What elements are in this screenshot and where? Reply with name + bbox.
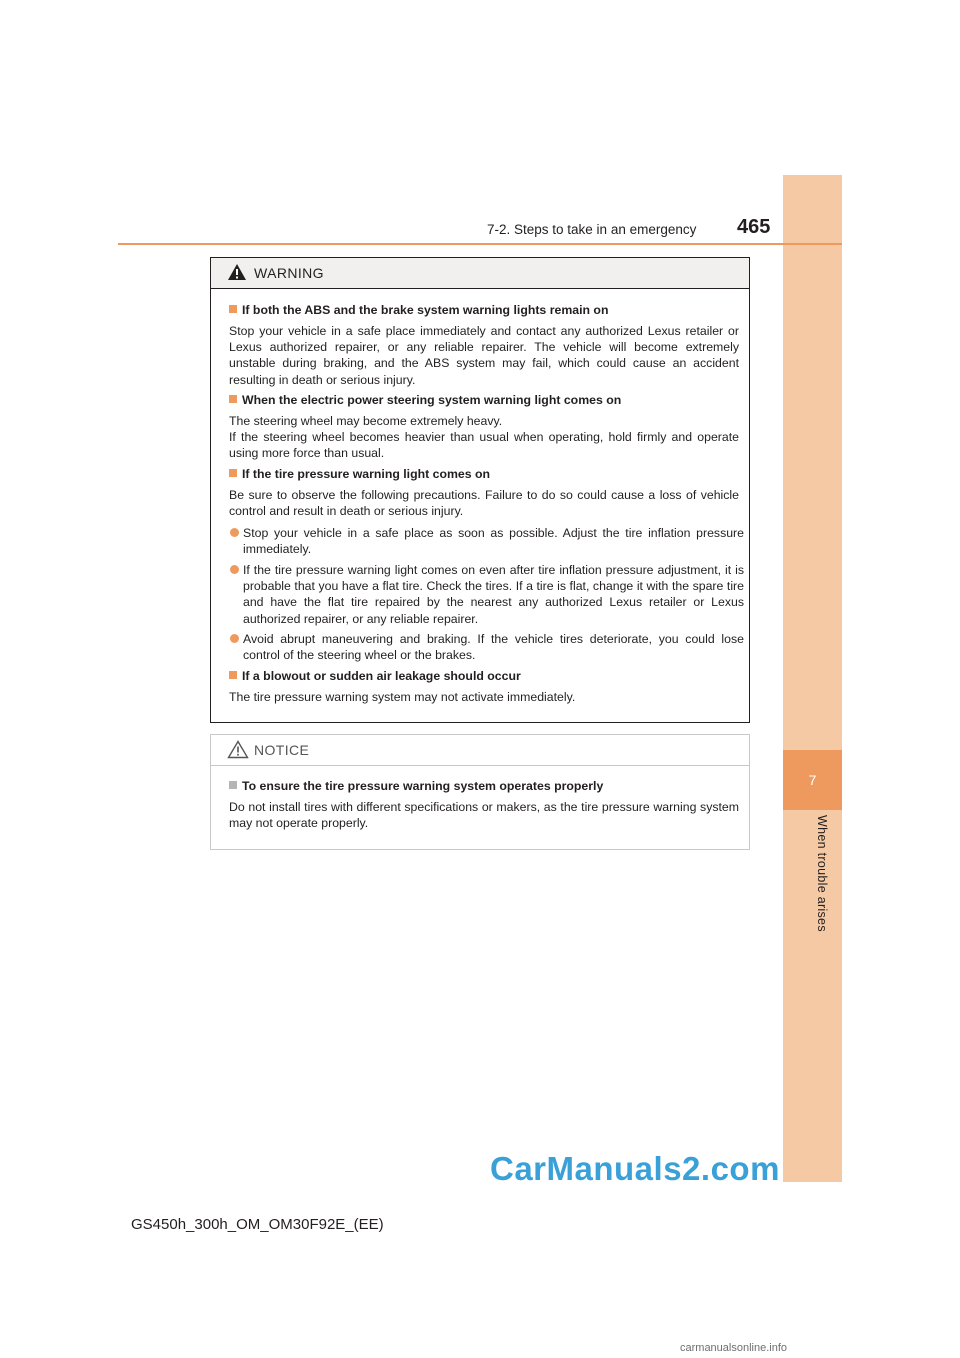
notice-title: NOTICE [254,742,310,758]
notice-heading: To ensure the tire pressure warning system operates properly [229,779,603,793]
notice-header [211,735,749,766]
footer-code: GS450h_300h_OM_OM30F92E_(EE) [131,1216,384,1233]
warning-text-abs: Stop your vehicle in a safe place immediately and contact any authorized Lexus retailer or Lexus authorized repairer, or any reliable repairer. The vehicle will become extremely unstable during braking, and the ABS system may fail, which could cause an accident resulting in death or serious injury. [229,324,739,387]
notice-text: Do not install tires with different specifications or makers, as the tire pressure warning system may not operate properly. [229,800,739,831]
warning-header [211,258,749,289]
warning-heading-tire: If the tire pressure warning light comes on [229,467,490,481]
header-rule [118,243,842,245]
warning-triangle-icon [227,263,247,281]
caution-triangle-icon [227,740,249,759]
notice-box [210,734,750,850]
warning-heading-abs: If both the ABS and the brake system warning lights remain on [229,303,608,317]
warning-text-blowout: The tire pressure warning system may not activate immediately. [229,690,576,704]
square-bullet-icon [229,305,237,313]
warning-text-tire: Be sure to observe the following precautions. Failure to do so could cause a loss of vehicle control and result in death or serious injury. [229,488,739,519]
warning-heading-eps: When the electric power steering system warning light comes on [229,393,621,407]
chapter-number: 7 [783,750,842,810]
square-bullet-icon [229,671,237,679]
page-number: 465 [737,216,771,238]
bullet-icon [230,634,239,643]
square-bullet-icon [229,395,237,403]
side-tab [783,175,842,1182]
section-title: 7-2. Steps to take in an emergency [487,222,697,237]
bullet-icon [230,528,239,537]
square-bullet-icon [229,781,237,789]
warning-heading-blowout: If a blowout or sudden air leakage should occur [229,669,521,683]
square-bullet-icon [229,469,237,477]
chapter-label: When trouble arises [815,815,829,932]
warning-box [210,257,750,723]
warning-text-eps-1: The steering wheel may become extremely heavy. [229,414,503,428]
list-item: Stop your vehicle in a safe place as soon as possible. Adjust the tire inflation pressure immediately. [229,525,744,557]
warning-title: WARNING [254,265,324,281]
watermark-logo: CarManuals2.com [490,1150,780,1187]
warning-text-eps-2: If the steering wheel becomes heavier than usual when operating, hold firmly and operate using more force than usual. [229,430,739,461]
list-item: If the tire pressure warning light comes on even after tire inflation pressure adjustment, it is probable that you have a flat tire. Check the tires. If a tire is flat, change it with the spare tire and have the flat tire repaired by the nearest any authorized Lexus retailer or Lexus authorized repairer, or any reliable repairer. [229,562,744,627]
bullet-icon [230,565,239,574]
watermark-url: carmanualsonline.info [680,1342,788,1354]
list-item: Avoid abrupt maneuvering and braking. If the vehicle tires deteriorate, you could lose control of the steering wheel or the brakes. [229,631,744,663]
